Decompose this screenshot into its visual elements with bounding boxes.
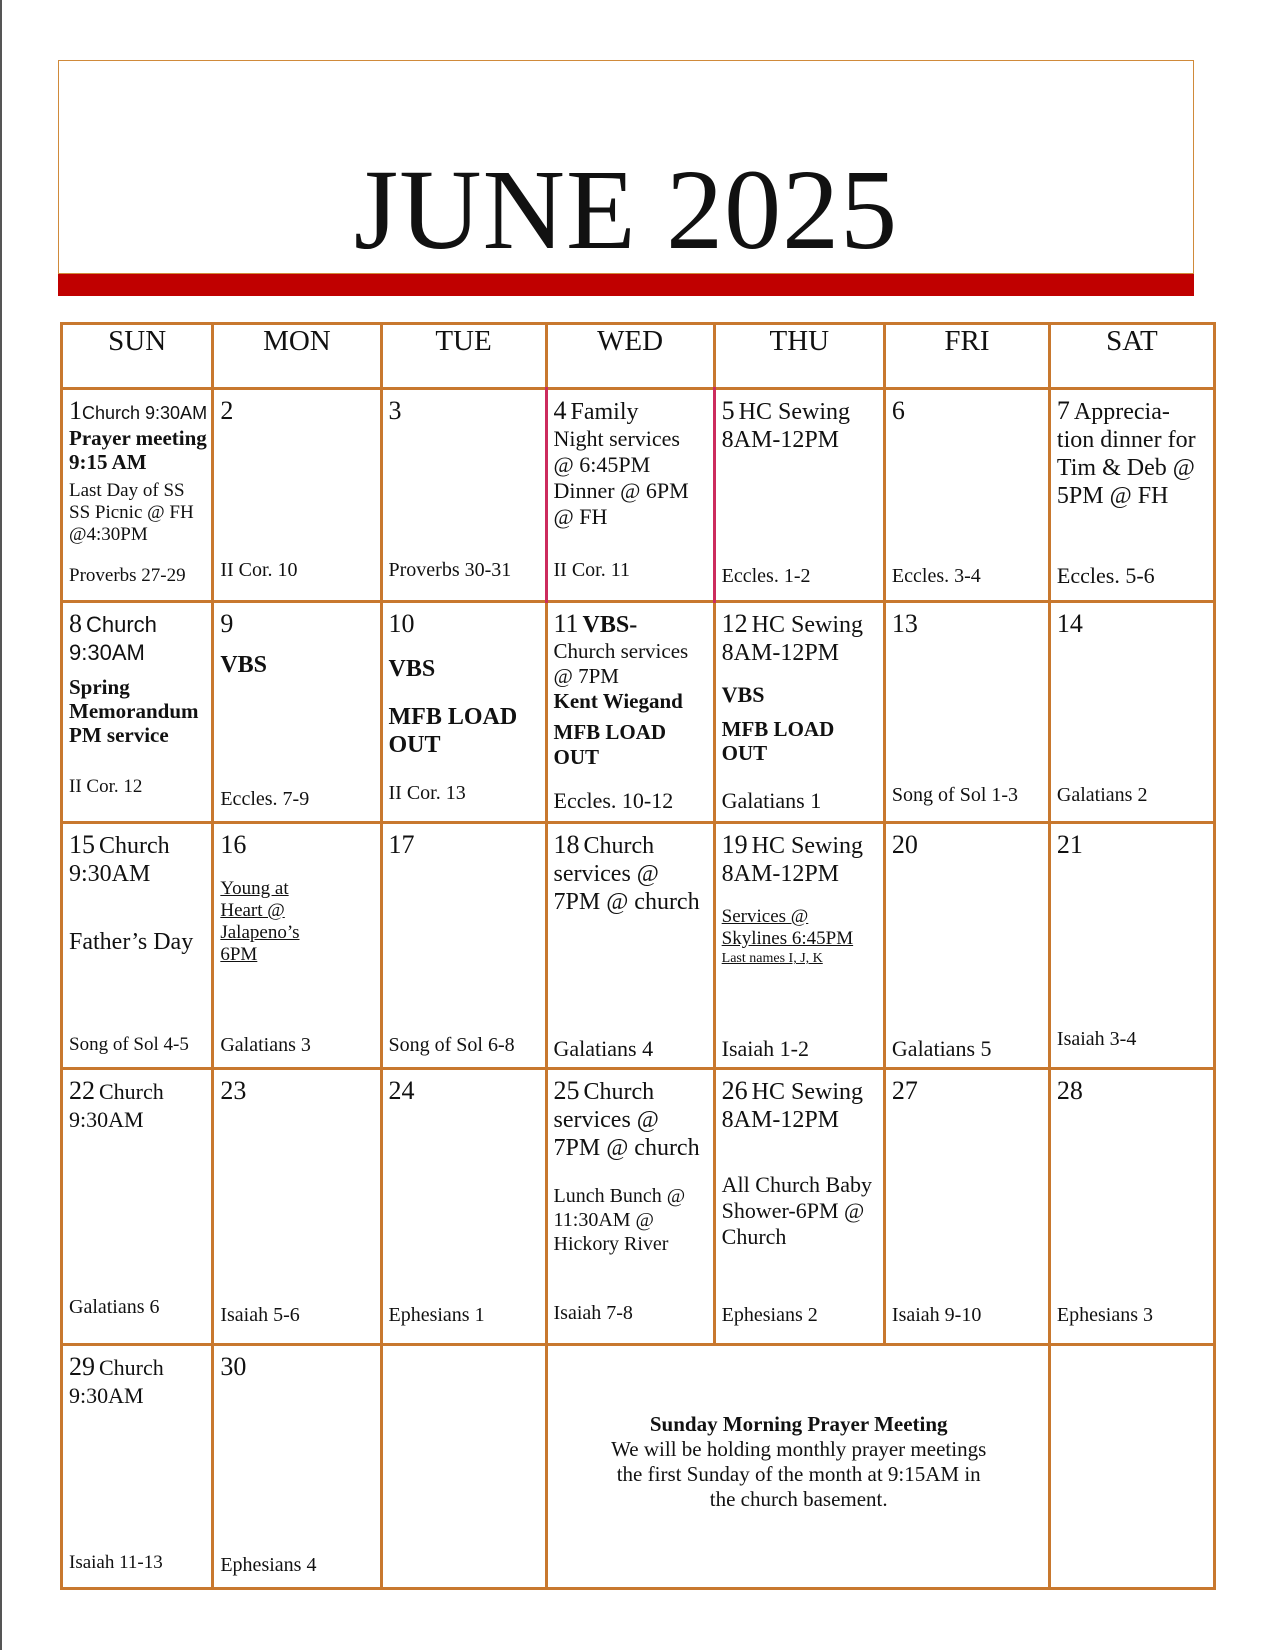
day-cell-6	[884, 389, 1049, 602]
event-text: 5PM @ FH	[1056, 483, 1169, 509]
event-text: 9:30AM	[69, 1106, 144, 1132]
day-number: 26	[721, 1075, 748, 1105]
day-number: 7	[1056, 396, 1070, 425]
week-row-4	[62, 1068, 1215, 1344]
empty-cell-tue	[381, 1345, 546, 1589]
event-text: OUT	[721, 740, 768, 765]
weekday-sat: SAT	[1049, 324, 1214, 389]
event-text: @ 6:45PM	[553, 452, 651, 477]
event-text: @ 7PM	[553, 663, 619, 688]
event-text: Last Day of SS	[69, 480, 185, 501]
scripture-reading: Isaiah 5-6	[220, 1304, 300, 1327]
day-cell-11	[546, 601, 714, 822]
day-number: 27	[891, 1075, 918, 1105]
day-cell-24	[381, 1068, 546, 1344]
scripture-reading: Isaiah 9-10	[891, 1304, 982, 1327]
event-text: 9:30AM	[69, 639, 145, 665]
event-text: VBS-	[582, 611, 638, 638]
day-cell-3	[381, 389, 546, 602]
scripture-reading: Proverbs 27-29	[69, 564, 186, 586]
day-number: 14	[1056, 608, 1083, 638]
day-number: 12	[721, 608, 748, 638]
event-text: services @	[553, 861, 659, 888]
event-link: Skylines 6:45PM	[721, 928, 854, 950]
scripture-reading: Eccles. 5-6	[1056, 562, 1155, 588]
weekday-tue: TUE	[381, 324, 546, 389]
week-row-2	[62, 601, 1215, 822]
scripture-reading: Isaiah 1-2	[721, 1035, 810, 1061]
event-text: Church	[99, 1078, 164, 1104]
day-number: 9	[220, 608, 234, 638]
event-text: Spring	[69, 674, 130, 699]
event-text: 8AM-12PM	[721, 427, 840, 453]
day-number: 25	[553, 1075, 580, 1105]
event-text: Church 9:30AM	[82, 403, 208, 423]
event-text: 8AM-12PM	[721, 639, 840, 666]
day-number: 22	[69, 1075, 95, 1105]
event-text: HC Sewing	[738, 399, 850, 425]
event-text: HC Sewing	[751, 1078, 863, 1105]
event-text: services @	[553, 1106, 659, 1133]
event-text: HC Sewing	[751, 833, 863, 860]
event-text: Lunch Bunch @	[553, 1184, 686, 1207]
event-text: 7PM @ church	[553, 1134, 700, 1161]
scripture-reading: Eccles. 10-12	[553, 788, 674, 814]
day-number: 21	[1056, 830, 1083, 860]
day-number: 2	[220, 396, 234, 425]
event-text: 8AM-12PM	[721, 1106, 840, 1133]
day-cell-12	[714, 601, 884, 822]
event-text: All Church Baby	[721, 1171, 872, 1197]
scripture-reading: Galatians 5	[891, 1035, 992, 1061]
day-cell-21	[1049, 823, 1214, 1069]
scripture-reading: Galatians 4	[553, 1035, 654, 1061]
scripture-reading: II Cor. 13	[388, 782, 466, 805]
day-cell-4	[546, 389, 714, 602]
event-text: 8AM-12PM	[721, 861, 840, 888]
event-text: Church	[583, 1078, 655, 1105]
event-text: Dinner @ 6PM	[553, 478, 689, 503]
scripture-reading: Proverbs 30-31	[388, 558, 512, 581]
scripture-reading: Galatians 6	[69, 1296, 160, 1319]
event-text: PM service	[69, 722, 169, 747]
event-text: Apprecia-	[1073, 399, 1170, 425]
day-number: 29	[69, 1352, 95, 1382]
calendar-grid	[60, 322, 1216, 1590]
scripture-reading: Eccles. 7-9	[220, 788, 310, 811]
day-cell-27	[884, 1068, 1049, 1344]
event-text: VBS	[721, 681, 765, 707]
day-number: 4	[553, 396, 567, 425]
scripture-reading: Song of Sol 1-3	[891, 784, 1019, 807]
scripture-reading: Galatians 2	[1056, 784, 1148, 807]
scripture-reading: Ephesians 4	[220, 1554, 317, 1576]
day-cell-20	[884, 823, 1049, 1069]
day-cell-14	[1049, 601, 1214, 822]
prayer-meeting-note	[546, 1345, 1049, 1589]
event-text: 11:30AM @	[553, 1208, 654, 1231]
event-text: 9:15 AM	[69, 450, 147, 474]
event-text: SS Picnic @ FH	[69, 502, 194, 523]
event-text: OUT	[553, 744, 600, 769]
event-text: @ FH	[553, 504, 608, 529]
day-number: 10	[388, 608, 415, 638]
day-number: 3	[388, 396, 402, 425]
day-number: 16	[220, 830, 247, 860]
wed-accent-left	[545, 387, 548, 603]
event-text: VBS	[220, 651, 268, 678]
event-text: MFB LOAD	[553, 719, 667, 744]
event-link: Services @	[721, 906, 809, 928]
title-box	[58, 60, 1194, 274]
day-cell-30	[213, 1345, 381, 1589]
day-cell-5	[714, 389, 884, 602]
title-red-bar	[58, 274, 1194, 296]
event-text: MFB LOAD	[388, 703, 518, 730]
day-cell-28	[1049, 1068, 1214, 1344]
scripture-reading: Isaiah 3-4	[1056, 1027, 1137, 1050]
day-cell-1	[62, 389, 213, 602]
event-text: @4:30PM	[69, 524, 148, 545]
day-cell-7	[1049, 389, 1214, 602]
scripture-reading: II Cor. 11	[553, 558, 630, 581]
scripture-reading: Song of Sol 4-5	[69, 1033, 189, 1055]
scripture-reading: II Cor. 10	[220, 558, 298, 581]
day-cell-9	[213, 601, 381, 822]
note-line: the first Sunday of the month at 9:15AM in	[616, 1462, 981, 1487]
page-title: JUNE 2025	[353, 146, 899, 273]
scripture-reading: Song of Sol 6-8	[388, 1033, 515, 1056]
day-number: 5	[721, 396, 735, 425]
scripture-reading: Galatians 3	[220, 1033, 311, 1056]
day-number: 18	[553, 830, 580, 860]
scripture-reading: Ephesians 3	[1056, 1304, 1154, 1327]
event-text: 7PM @ church	[553, 889, 700, 916]
event-text: Prayer meeting	[69, 426, 207, 450]
event-link: Jalapeno’s	[220, 922, 300, 944]
scripture-reading: Isaiah 11-13	[69, 1552, 163, 1573]
event-text: 9:30AM	[69, 1383, 144, 1409]
event-text: Kent Wiegand	[553, 688, 683, 713]
day-number: 20	[891, 830, 918, 860]
day-number: 6	[891, 396, 905, 425]
day-number: 30	[220, 1352, 247, 1382]
event-text: MFB LOAD	[721, 716, 835, 741]
event-text: Church	[99, 833, 170, 860]
event-text: Father’s Day	[69, 929, 194, 956]
event-text: Tim & Deb @	[1056, 455, 1195, 481]
scripture-reading: Eccles. 1-2	[721, 564, 811, 587]
day-cell-29	[62, 1345, 213, 1589]
day-cell-16	[213, 823, 381, 1069]
day-cell-13	[884, 601, 1049, 822]
event-text: Church	[86, 611, 157, 637]
event-text: Memorandum	[69, 698, 199, 723]
day-cell-8	[62, 601, 213, 822]
day-number: 28	[1056, 1075, 1083, 1105]
note-heading: Sunday Morning Prayer Meeting	[649, 1412, 948, 1437]
day-cell-15	[62, 823, 213, 1069]
page-edge-rule	[0, 0, 2, 1650]
event-link: 6PM	[220, 944, 258, 966]
event-text: Family	[570, 399, 639, 425]
note-line: We will be holding monthly prayer meetings	[611, 1437, 987, 1462]
day-number: 23	[220, 1075, 247, 1105]
scripture-reading: Ephesians 1	[388, 1304, 485, 1327]
event-link: Young at	[220, 878, 289, 900]
day-cell-26	[714, 1068, 884, 1344]
note-line: the church basement.	[709, 1487, 888, 1512]
event-text: Night services	[553, 426, 680, 451]
day-cell-23	[213, 1068, 381, 1344]
day-number: 15	[69, 830, 95, 860]
event-text: Church	[583, 833, 655, 860]
weekday-fri: FRI	[884, 324, 1049, 389]
event-text: Church	[99, 1355, 164, 1381]
event-text: OUT	[388, 731, 441, 758]
event-text: 9:30AM	[69, 861, 151, 888]
day-cell-18	[546, 823, 714, 1069]
scripture-reading: II Cor. 12	[69, 776, 143, 798]
event-link: Last names I, J, K	[721, 951, 823, 967]
event-link: Heart @	[220, 900, 285, 922]
day-cell-17	[381, 823, 546, 1069]
scripture-reading: Galatians 1	[721, 788, 822, 814]
week-row-1	[62, 389, 1215, 602]
scripture-reading: Eccles. 3-4	[891, 564, 981, 587]
scripture-reading: Isaiah 7-8	[553, 1302, 633, 1325]
event-text: Church services	[553, 638, 689, 663]
weekday-wed: WED	[546, 324, 714, 389]
day-cell-19	[714, 823, 884, 1069]
week-row-5	[62, 1345, 1215, 1589]
event-text: Hickory River	[553, 1232, 669, 1255]
week-row-3	[62, 823, 1215, 1069]
day-number: 1	[69, 396, 82, 425]
day-number: 17	[388, 830, 415, 860]
empty-cell-sat	[1049, 1345, 1214, 1589]
day-cell-10	[381, 601, 546, 822]
note-body	[554, 1412, 1044, 1512]
event-text: tion dinner for	[1056, 427, 1196, 453]
event-text: Shower-6PM @	[721, 1197, 865, 1223]
day-number: 8	[69, 608, 82, 638]
weekday-sun: SUN	[62, 324, 213, 389]
day-number: 24	[388, 1075, 415, 1105]
weekday-thu: THU	[714, 324, 884, 389]
day-number: 11	[553, 608, 579, 638]
event-text: HC Sewing	[751, 611, 863, 638]
day-cell-25	[546, 1068, 714, 1344]
event-text: VBS	[388, 655, 436, 682]
weekday-mon: MON	[213, 324, 381, 389]
day-cell-22	[62, 1068, 213, 1344]
day-number: 19	[721, 830, 748, 860]
weekday-header-row	[62, 324, 1215, 389]
day-number: 13	[891, 608, 918, 638]
scripture-reading: Ephesians 2	[721, 1304, 818, 1327]
event-text: Church	[721, 1223, 787, 1249]
day-cell-2	[213, 389, 381, 602]
